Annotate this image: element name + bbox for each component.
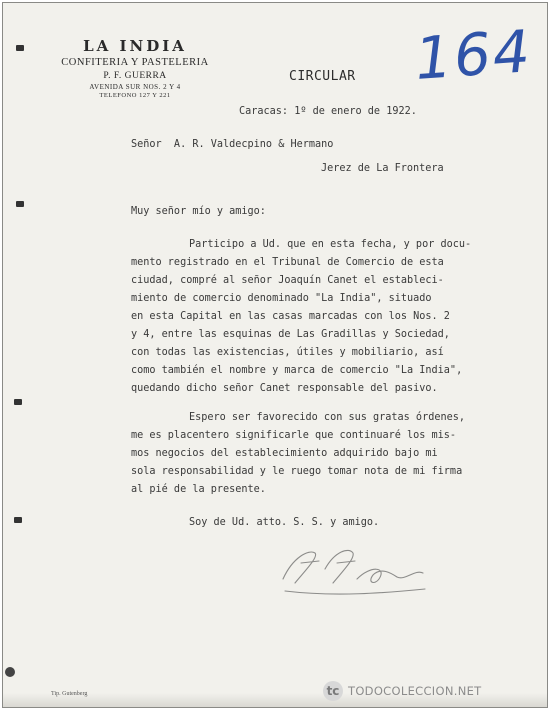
handwritten-number: 164 (412, 17, 534, 93)
paragraph-line: mos negocios del establecimiento adquirido bajo mi (131, 448, 438, 459)
paragraph-line: Espero ser favorecido con sus gratas órdenes, (189, 412, 466, 423)
binder-hole (16, 45, 24, 51)
circular-heading: CIRCULAR (289, 69, 356, 84)
printer-credit: Tip. Gutenberg (51, 691, 88, 697)
paragraph-line: ciudad, compré al señor Joaquín Canet el estableci- (131, 275, 444, 286)
handwritten-signature (275, 539, 435, 603)
closing-line: Soy de Ud. atto. S. S. y amigo. (189, 517, 380, 528)
company-subtitle: CONFITERIA Y PASTELERIA (61, 57, 209, 68)
paragraph-line: Participo a Ud. que en esta fecha, y por docu- (189, 239, 472, 250)
addressee-name: Señor A. R. Valdecpino & Hermano (131, 139, 334, 150)
paragraph-line: con todas las existencias, útiles y mobiliario, así (131, 347, 444, 358)
pin-mark (5, 667, 15, 677)
company-owner: P. F. GUERRA (103, 71, 167, 81)
paragraph-line: mento registrado en el Tribunal de Comercio de esta (131, 257, 444, 268)
paragraph-line: como también el nombre y marca de comercio "La India", (131, 365, 463, 376)
company-phone: TELEFONO 127 Y 221 (99, 92, 171, 99)
paragraph-line: me es placentero significarle que continuaré los mis- (131, 430, 457, 441)
binder-hole (16, 201, 24, 207)
watermark-text: TODOCOLECCION.NET (348, 684, 482, 698)
letterhead (45, 37, 225, 99)
letter-sheet (2, 2, 548, 708)
addressee-city: Jerez de La Frontera (321, 163, 444, 174)
paragraph-line: en esta Capital en las casas marcadas con los Nos. 2 (131, 311, 450, 322)
company-name: LA INDIA (83, 37, 187, 55)
paragraph-line: y 4, entre las esquinas de Las Gradillas y Sociedad, (131, 329, 450, 340)
paragraph-line: al pié de la presente. (131, 484, 266, 495)
watermark (323, 681, 482, 701)
binder-hole (14, 517, 22, 523)
paragraph-line: quedando dicho señor Canet responsable del pasivo. (131, 383, 438, 394)
salutation: Muy señor mío y amigo: (131, 206, 266, 217)
paragraph-line: sola responsabilidad y le ruego tomar nota de mi firma (131, 466, 463, 477)
paragraph-line: miento de comercio denominado "La India", situado (131, 293, 432, 304)
watermark-logo: tc (323, 681, 343, 701)
company-address: AVENIDA SUR NOS. 2 Y 4 (89, 83, 181, 91)
date-line: Caracas: 1º de enero de 1922. (239, 106, 417, 117)
binder-hole (14, 399, 22, 405)
